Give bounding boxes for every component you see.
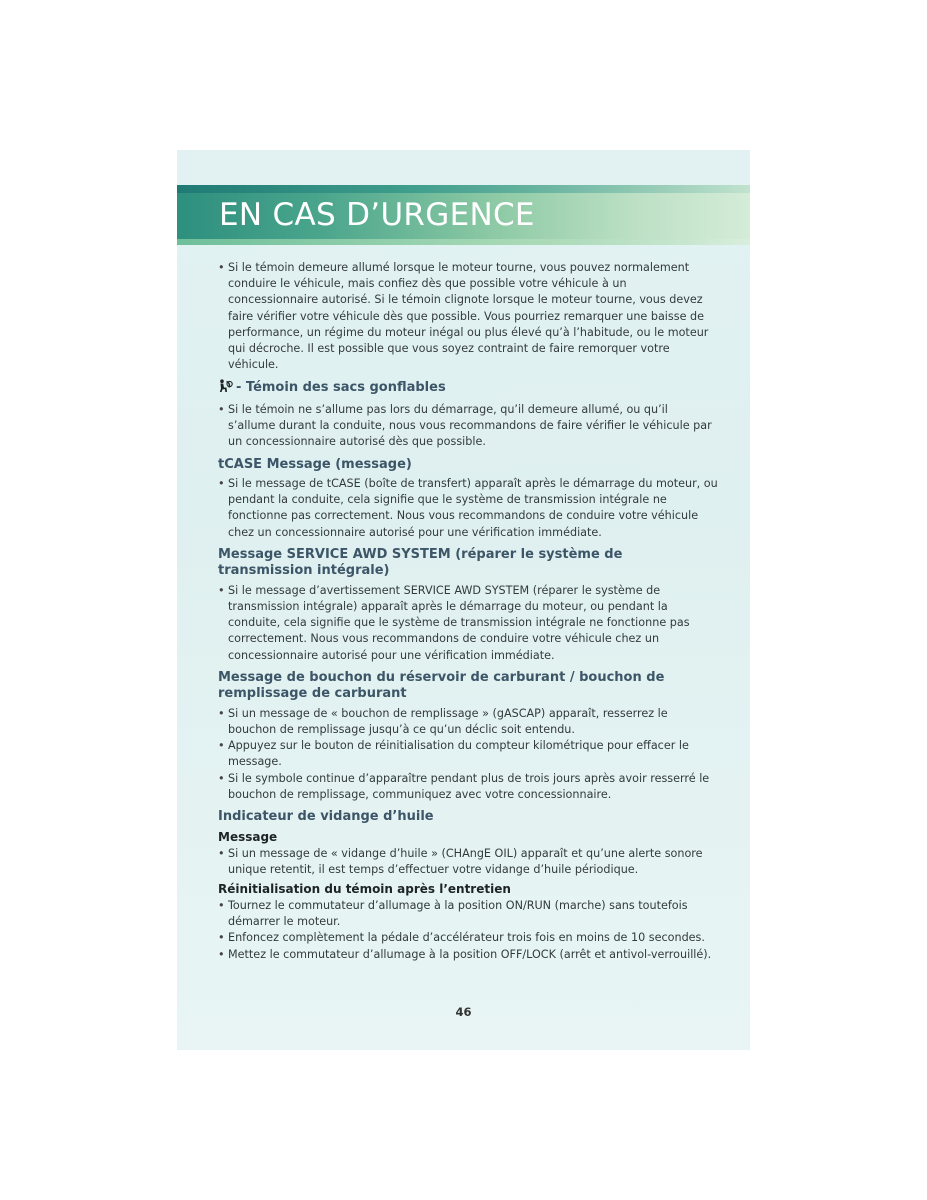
bullet-marker: • bbox=[218, 706, 225, 720]
list-item bbox=[218, 846, 718, 878]
list-item-text: Si le message de tCASE (boîte de transfert) apparaît après le démarrage du moteur, ou pendant la conduite, cela signifie que le système de transmission intégrale ne fonctionne pas correctement. Nous vous recommandons de conduire votre véhicule chez un concessionnaire autorisé pour une vérification immédiate. bbox=[228, 477, 718, 539]
bullet-marker: • bbox=[218, 898, 225, 912]
bullet-marker: • bbox=[218, 771, 225, 785]
tcase-heading: tCASE Message (message) bbox=[218, 456, 412, 472]
list-item bbox=[218, 402, 718, 451]
airbag-heading-text: - Témoin des sacs gonflables bbox=[236, 380, 446, 396]
page-title: EN CAS D’URGENCE bbox=[219, 197, 535, 233]
list-item-text: Tournez le commutateur d’allumage à la position ON/RUN (marche) sans toutefois démarrer le moteur. bbox=[228, 898, 688, 929]
list-item-text: Si le symbole continue d’apparaître pendant plus de trois jours après avoir resserré le bouchon de remplissage, communiquez avec votre concessionnaire. bbox=[228, 771, 710, 801]
bullet-marker: • bbox=[218, 402, 225, 416]
bullet-marker: • bbox=[218, 477, 225, 491]
bullet-marker: • bbox=[218, 931, 225, 945]
page-number: 46 bbox=[455, 1005, 472, 1019]
list-item bbox=[218, 476, 718, 541]
bullet-marker: • bbox=[218, 846, 225, 860]
airbag-heading bbox=[218, 379, 718, 399]
oil-reset-bullet-list bbox=[218, 898, 718, 963]
bullet-marker: • bbox=[218, 261, 225, 274]
bullet-marker: • bbox=[218, 583, 225, 597]
awd-bullet-list bbox=[218, 583, 718, 664]
airbag-warning-icon bbox=[218, 379, 233, 399]
list-item bbox=[218, 706, 718, 738]
oil-reset-subheading: Réinitialisation du témoin après l’entretien bbox=[218, 881, 511, 896]
content bbox=[218, 260, 718, 963]
oil-heading: Indicateur de vidange d’huile bbox=[218, 809, 434, 825]
list-item-text: Si le témoin ne s’allume pas lors du démarrage, qu’il demeure allumé, ou qu’il s’allume durant la conduite, nous vous recommandons de faire vérifier le véhicule par un concessionnaire autorisé dès que possible. bbox=[228, 402, 712, 449]
bullet-marker: • bbox=[218, 739, 225, 753]
oil-message-subheading: Message bbox=[218, 829, 278, 844]
list-item-text: Si le message d’avertissement SERVICE AWD SYSTEM (réparer le système de transmission intégrale) apparaît après le démarrage du moteur, ou pendant la conduite, cela signifie que le système de transmission intégrale ne fonctionne pas correctement. Nous vous recommandons de conduire votre véhicule chez un concessionnaire autorisé pour une vérification immédiate. bbox=[228, 583, 690, 662]
list-item bbox=[218, 930, 718, 946]
list-item-text: Si un message de « bouchon de remplissage » (gASCAP) apparaît, resserrez le bouchon de remplissage jusqu’à ce qu’un déclic soit entendu. bbox=[228, 706, 668, 737]
list-item-text: Enfoncez complètement la pédale d’accélérateur trois fois en moins de 10 secondes. bbox=[228, 931, 705, 945]
list-item bbox=[218, 583, 718, 664]
title-band bbox=[177, 185, 750, 245]
list-item bbox=[218, 260, 718, 373]
list-item bbox=[218, 947, 718, 963]
airbag-bullet-list bbox=[218, 402, 718, 451]
list-item bbox=[218, 898, 718, 930]
fuelcap-bullet-list bbox=[218, 706, 718, 803]
tcase-bullet-list bbox=[218, 476, 718, 541]
page-card bbox=[177, 150, 750, 1050]
list-item bbox=[218, 771, 718, 803]
awd-heading: Message SERVICE AWD SYSTEM (réparer le système de transmission intégrale) bbox=[218, 546, 623, 579]
list-item-text: Si un message de « vidange d’huile » (CHAngE OIL) apparaît et qu’une alerte sonore unique retentit, il est temps d’effectuer votre vidange d’huile périodique. bbox=[228, 846, 703, 876]
oil-message-bullet-list bbox=[218, 846, 718, 878]
list-item bbox=[218, 738, 718, 770]
fuelcap-heading: Message de bouchon du réservoir de carburant / bouchon de remplissage de carburant bbox=[218, 669, 665, 702]
bullet-marker: • bbox=[218, 947, 225, 961]
list-item-text: Appuyez sur le bouton de réinitialisation du compteur kilométrique pour effacer le message. bbox=[228, 739, 689, 769]
list-item-text: Si le témoin demeure allumé lorsque le moteur tourne, vous pouvez normalement conduire le véhicule, mais confiez dès que possible votre véhicule à un concessionnaire autorisé. Si le témoin clignote lorsque le moteur tourne, vous devez faire vérifier votre véhicule dès que possible. Vous pourriez remarquer une baisse de performance, un régime du moteur inégal ou plus élevé qu’à l’habitude, ou le moteur qui décroche. Il est possible que vous soyez contraint de faire remorquer votre véhicule. bbox=[228, 261, 709, 372]
list-item-text: Mettez le commutateur d’allumage à la position OFF/LOCK (arrêt et antivol-verrouillé). bbox=[228, 947, 712, 961]
intro-bullet-list bbox=[218, 260, 718, 373]
